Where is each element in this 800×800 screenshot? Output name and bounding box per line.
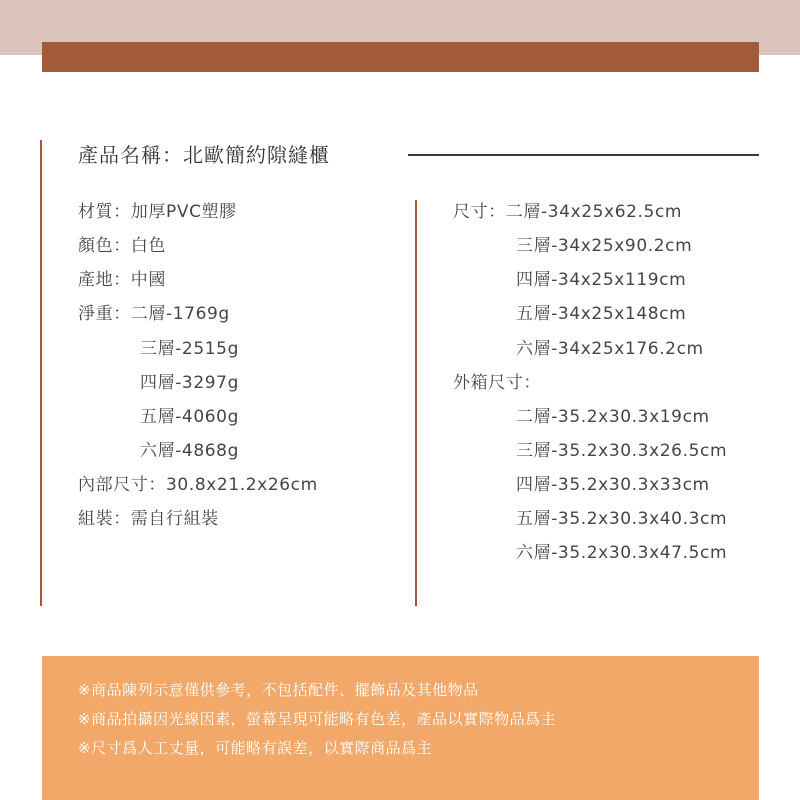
- spec-weight-tier: 四層-3297g: [140, 373, 239, 393]
- spec-box-size-tier: 六層-35.2x30.3x47.5cm: [516, 543, 728, 563]
- spec-box-size-tier: 五層-35.2x30.3x40.3cm: [516, 509, 728, 529]
- spec-assembly: 組裝：需自行組裝: [78, 509, 219, 529]
- spec-box-size-tier: 四層-35.2x30.3x33cm: [516, 475, 710, 495]
- disclaimer-note: ※商品陳列示意僅供參考，不包括配件、擺飾品及其他物品: [78, 681, 479, 699]
- spec-size-tier: 五層-34x25x148cm: [516, 304, 687, 324]
- spec-color: 顏色：白色: [78, 236, 166, 256]
- column-divider: [415, 200, 417, 606]
- spec-box-size: 外箱尺寸：: [453, 373, 541, 393]
- spec-size-tier: 三層-34x25x90.2cm: [516, 236, 693, 256]
- spec-size-tier: 四層-34x25x119cm: [516, 270, 687, 290]
- spec-weight-tier: 三層-2515g: [140, 339, 239, 359]
- heading-underline: [408, 154, 759, 156]
- spec-weight-tier: 六層-4868g: [140, 441, 239, 461]
- spec-box-size-tier: 二層-35.2x30.3x19cm: [516, 407, 710, 427]
- disclaimer-note: ※尺寸爲人工丈量，可能略有誤差，以實際商品爲主: [78, 739, 433, 757]
- left-rule: [40, 140, 42, 606]
- spec-origin: 產地：中國: [78, 270, 166, 290]
- spec-weight: 淨重：二層-1769g: [78, 304, 230, 324]
- spec-size: 尺寸：二層-34x25x62.5cm: [453, 202, 683, 222]
- spec-box-size-tier: 三層-35.2x30.3x26.5cm: [516, 441, 728, 461]
- spec-size-tier: 六層-34x25x176.2cm: [516, 339, 704, 359]
- spec-material: 材質：加厚PVC塑膠: [78, 202, 237, 222]
- spec-weight-tier: 五層-4060g: [140, 407, 239, 427]
- spec-inner-size: 內部尺寸：30.8x21.2x26cm: [78, 475, 318, 495]
- title-bar: [42, 42, 759, 72]
- product-name-heading: 產品名稱：北歐簡約隙縫櫃: [78, 143, 330, 167]
- disclaimer-note: ※商品拍攝因光線因素，螢幕呈現可能略有色差，產品以實際物品爲主: [78, 710, 557, 728]
